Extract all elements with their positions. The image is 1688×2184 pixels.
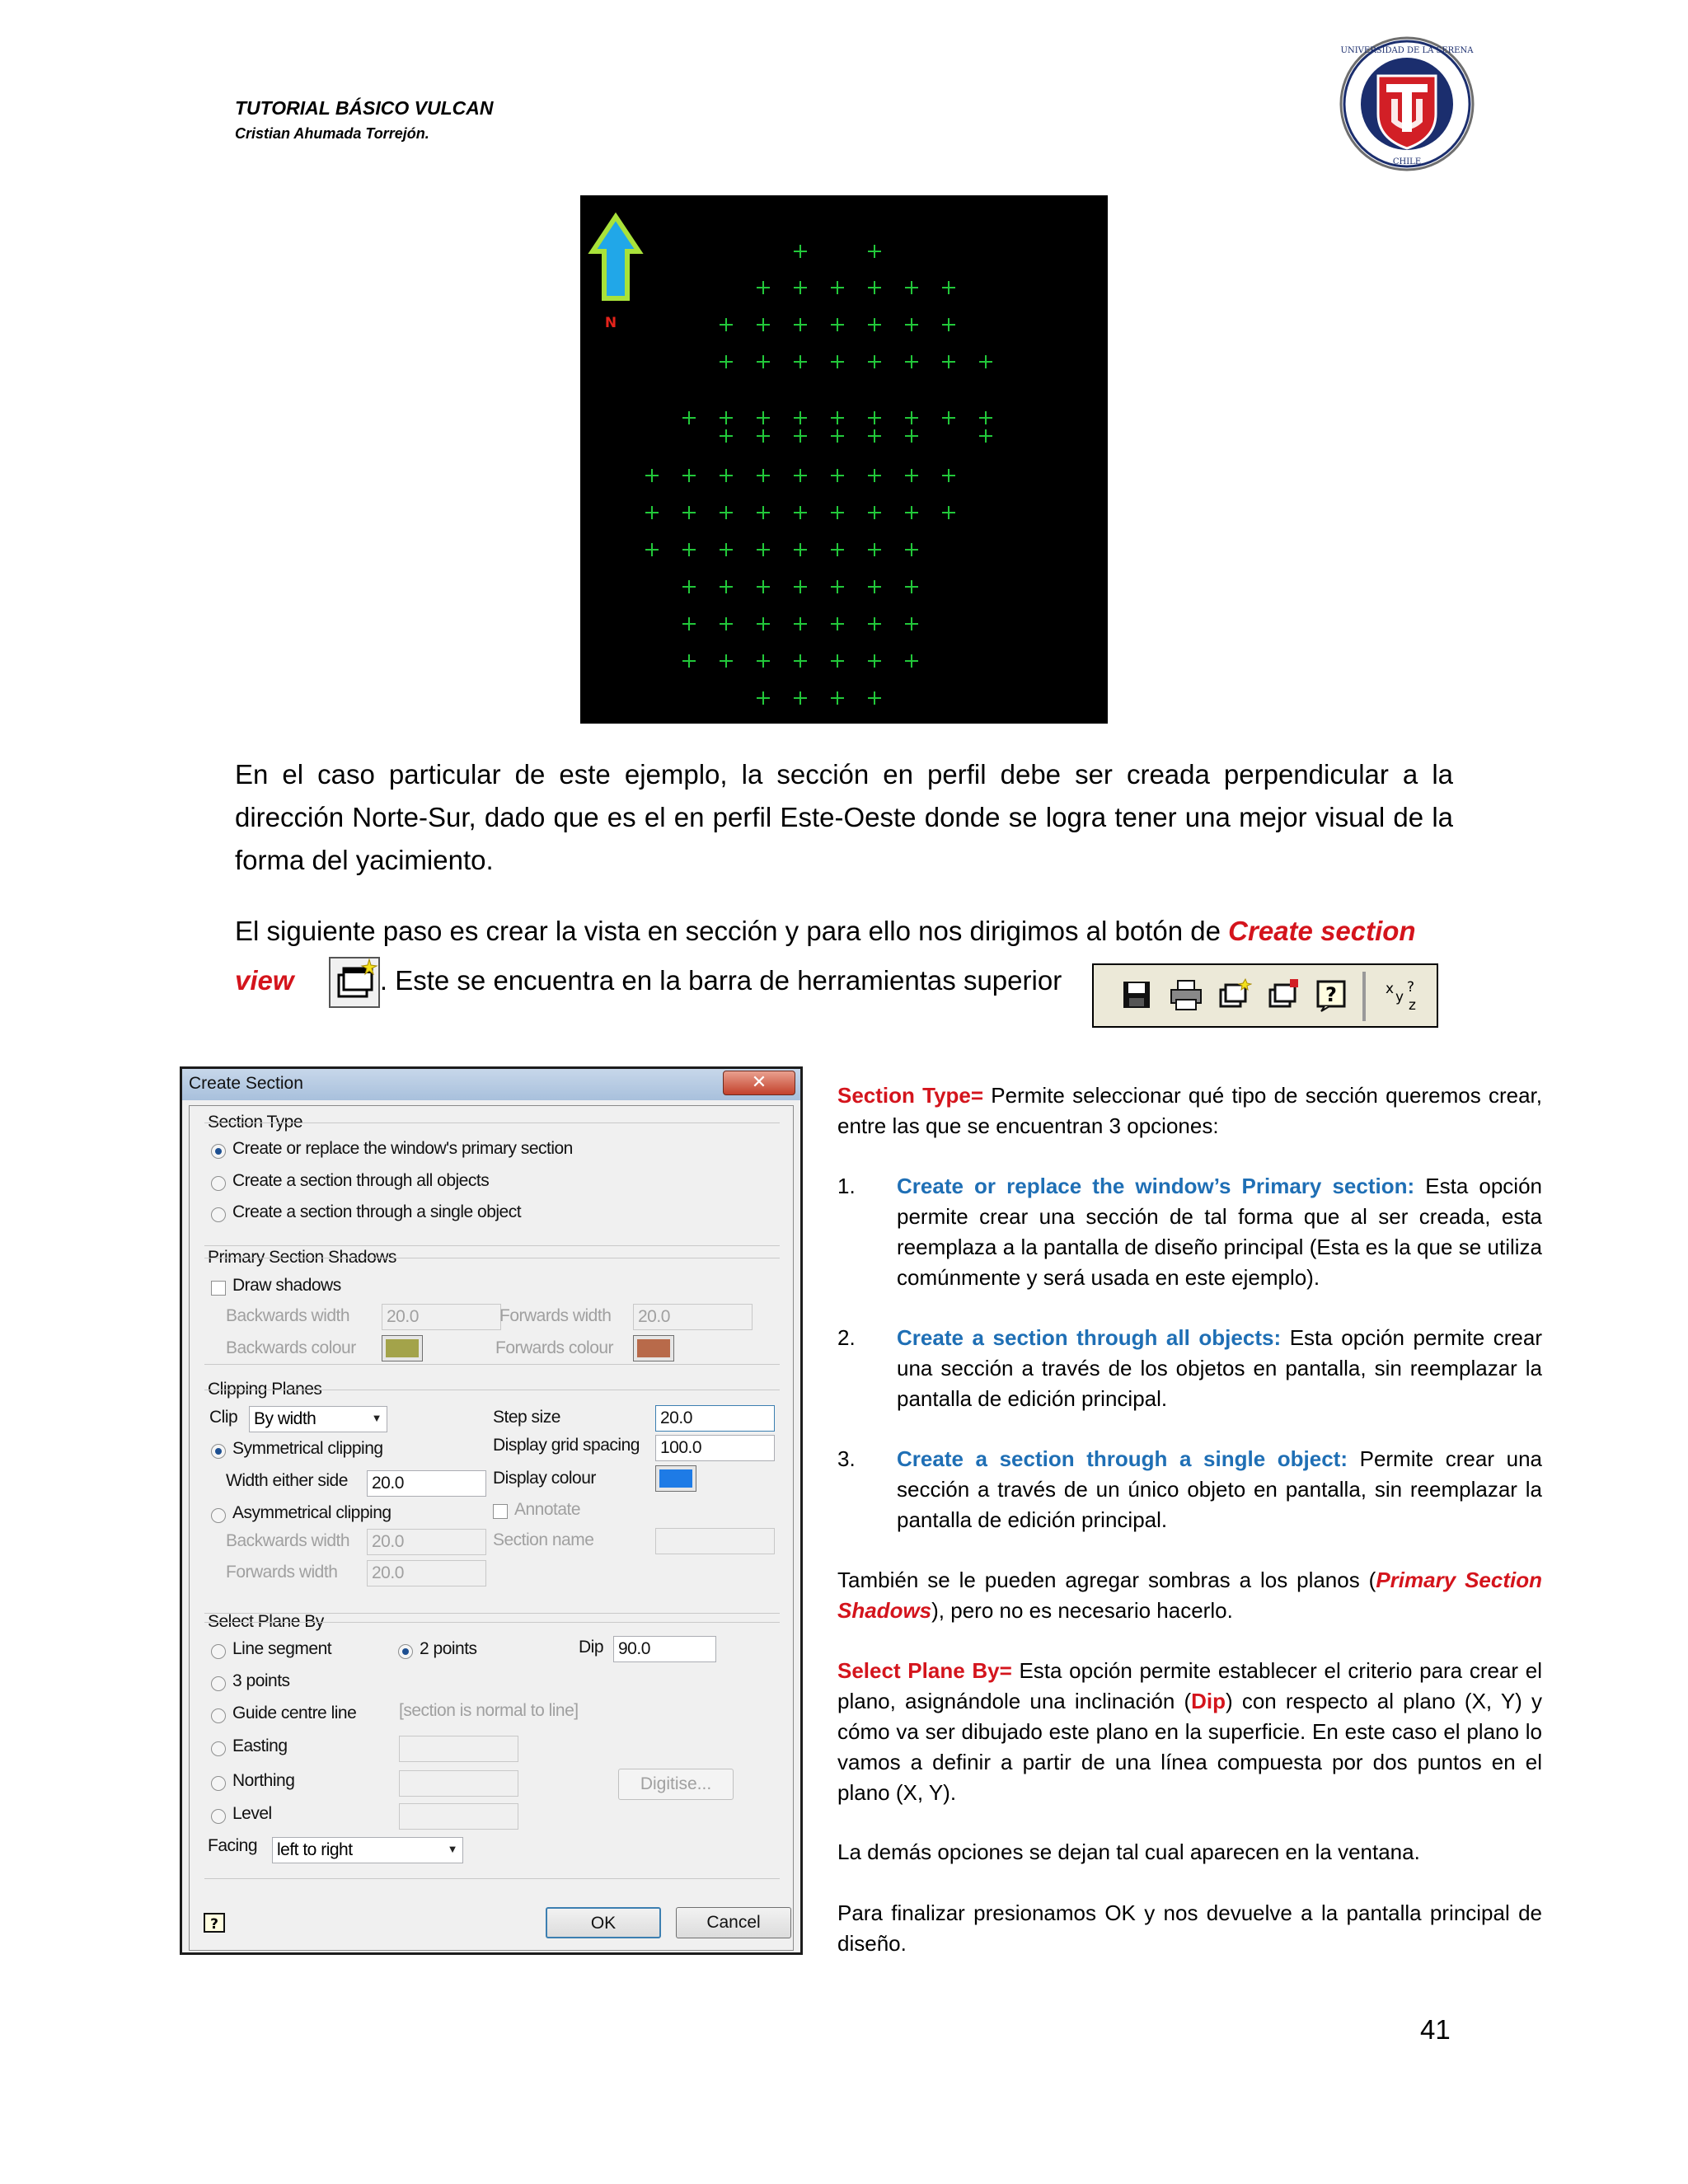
three-points-label: 3 points (232, 1671, 290, 1690)
drillhole-marker (757, 469, 770, 482)
dip-label: Dip (579, 1638, 604, 1657)
select-plane-group-label: Select Plane By (208, 1612, 324, 1631)
drillhole-marker (720, 411, 733, 424)
facing-label: Facing (208, 1836, 258, 1855)
shadow-backwards-width-field[interactable]: 20.0 (382, 1304, 501, 1330)
p2-text-end: . Este se encuentra en la barra de herramientas superior (379, 965, 1062, 996)
close-icon[interactable]: ✕ (723, 1071, 795, 1095)
shadow-backwards-colour-swatch[interactable] (382, 1335, 423, 1361)
dialog-help-icon[interactable] (203, 1912, 226, 1937)
drillhole-marker (682, 506, 696, 519)
drillhole-marker (868, 691, 881, 705)
level-label: Level (232, 1804, 272, 1823)
paragraph-2-line-2 (235, 956, 1084, 1008)
list-item-number: 2. (837, 1325, 856, 1350)
radio-level[interactable] (211, 1809, 226, 1824)
drillhole-marker (868, 411, 881, 424)
drillhole-marker (868, 543, 881, 556)
section-type-text: Permite seleccionar qué tipo de sección queremos crear, entre las que se encuentran 3 opciones: (837, 1083, 1542, 1138)
shadow-forwards-width-field[interactable]: 20.0 (633, 1304, 753, 1330)
two-points-label: 2 points (420, 1639, 477, 1658)
easting-label: Easting (232, 1736, 288, 1755)
radio-line-segment[interactable] (211, 1644, 226, 1659)
shadow-backwards-colour-label: Backwards colour (226, 1338, 356, 1357)
section-type-heading: Section Type= (837, 1083, 984, 1108)
drillhole-marker (682, 543, 696, 556)
drillhole-marker (682, 469, 696, 482)
drillhole-marker (905, 654, 918, 668)
radio-single-object[interactable] (211, 1207, 226, 1222)
dialog-title-bar (182, 1069, 800, 1100)
drillhole-marker (757, 506, 770, 519)
toolbar-image (1092, 963, 1438, 1028)
display-colour-swatch[interactable] (655, 1465, 696, 1492)
paragraph-1: En el caso particular de este ejemplo, la sección en perfil debe ser creada perpendicular a la dirección Norte-Sur, dado que es el en perfil Este-Oeste donde se logra tener una mejor visual de la forma del yacimiento. (235, 759, 1453, 875)
drillhole-marker (831, 580, 844, 593)
seal-country: CHILE (1392, 157, 1422, 166)
drillhole-marker (720, 469, 733, 482)
seal-text: UNIVERSIDAD DE LA SERENA (1340, 46, 1474, 55)
facing-select[interactable]: left to right ▼ (272, 1837, 463, 1863)
drillhole-marker (682, 617, 696, 630)
drillhole-marker (720, 654, 733, 668)
svg-text:y: y (1395, 989, 1404, 1005)
line-segment-label: Line segment (232, 1639, 332, 1658)
drillhole-marker (831, 411, 844, 424)
drillhole-marker (831, 429, 844, 443)
drillhole-marker (831, 691, 844, 705)
drillhole-marker (831, 506, 844, 519)
annotate-label: Annotate (514, 1500, 581, 1519)
dip-term: Dip (1191, 1689, 1226, 1713)
toolbar-separator (1362, 972, 1366, 1021)
drillhole-marker (720, 355, 733, 368)
clip-label: Clip (209, 1408, 238, 1427)
drillhole-marker (794, 543, 807, 556)
shadows-description (837, 1565, 1542, 1626)
drillhole-marker (794, 318, 807, 331)
svg-text:x: x (1386, 981, 1395, 997)
drillhole-marker (757, 617, 770, 630)
drillhole-marker (905, 506, 918, 519)
drillhole-marker (645, 543, 659, 556)
drillhole-marker (720, 543, 733, 556)
paragraph-2 (235, 910, 1453, 953)
list-item-heading: Create a section through a single object: (897, 1446, 1348, 1471)
create-section-view-toolbar-icon (1265, 977, 1301, 1013)
drillhole-marker (831, 469, 844, 482)
drillhole-marker (794, 245, 807, 258)
radio-symmetrical-clipping[interactable] (211, 1444, 226, 1459)
drillhole-marker (979, 429, 992, 443)
drillhole-marker (831, 318, 844, 331)
shadows-text-post: ), pero no es necesario hacerlo. (931, 1598, 1233, 1623)
drillhole-marker (794, 580, 807, 593)
shadow-forwards-colour-swatch[interactable] (633, 1335, 674, 1361)
drillhole-marker (831, 543, 844, 556)
cancel-button[interactable]: Cancel (676, 1907, 791, 1938)
drillhole-marker (720, 506, 733, 519)
new-window-icon (1216, 977, 1252, 1013)
drillhole-marker (905, 469, 918, 482)
drillhole-marker (942, 506, 955, 519)
drillhole-marker (720, 617, 733, 630)
drillhole-marker (757, 355, 770, 368)
draw-shadows-checkbox[interactable] (211, 1281, 226, 1296)
drillhole-marker (794, 506, 807, 519)
easting-field[interactable] (399, 1736, 518, 1762)
create-section-view-icon (329, 957, 380, 1008)
drillhole-marker (868, 506, 881, 519)
label-single-object: Create a section through a single object (232, 1202, 522, 1221)
drillhole-marker (757, 654, 770, 668)
section-name-label: Section name (493, 1530, 594, 1549)
radio-easting[interactable] (211, 1741, 226, 1756)
drillhole-marker (942, 355, 955, 368)
list-item (897, 1171, 1542, 1293)
drillhole-marker (905, 543, 918, 556)
help-icon (1313, 977, 1349, 1013)
drillhole-marker (720, 580, 733, 593)
digitise-button[interactable]: Digitise... (618, 1769, 734, 1800)
p2-create-section-link: Create section (1228, 916, 1416, 946)
select-plane-description (837, 1656, 1542, 1808)
drillhole-marker (905, 318, 918, 331)
display-grid-spacing-label: Display grid spacing (493, 1436, 640, 1455)
clip-forwards-width-label: Forwards width (226, 1563, 338, 1582)
clip-backwards-width-label: Backwards width (226, 1531, 350, 1550)
drillhole-marker (905, 617, 918, 630)
drillhole-marker (868, 318, 881, 331)
final-text: Para finalizar presionamos OK y nos devuelve a la pantalla principal de diseño. (837, 1900, 1542, 1956)
drillhole-marker (979, 355, 992, 368)
drillhole-marker (645, 506, 659, 519)
svg-text:z: z (1409, 997, 1416, 1013)
drillhole-marker (942, 318, 955, 331)
shadow-backwards-width-label: Backwards width (226, 1306, 350, 1325)
svg-text:?: ? (210, 1916, 218, 1933)
drillhole-marker (868, 469, 881, 482)
clipping-group-label: Clipping Planes (208, 1380, 322, 1399)
create-section-dialog (180, 1066, 803, 1955)
drillhole-marker (942, 411, 955, 424)
north-arrow-icon (593, 217, 639, 298)
drillhole-marker (868, 245, 881, 258)
clip-select[interactable]: By width ▼ (249, 1406, 387, 1432)
ok-button[interactable]: OK (546, 1907, 661, 1938)
drillhole-marker (794, 429, 807, 443)
clip-forwards-width-field[interactable]: 20.0 (367, 1560, 486, 1586)
drillhole-marker (868, 654, 881, 668)
symmetrical-clipping-label: Symmetrical clipping (232, 1439, 383, 1458)
section-name-field[interactable] (655, 1528, 775, 1554)
list-item-text: Permite crear una sección a través de un único objeto en pantalla, sin reemplazar la pantalla de edición principal. (897, 1446, 1542, 1532)
select-plane-text-2: ) con respecto al plano (X, Y) y cómo va ser dibujado este plano en la superficie. En este caso el plano lo vamos a definir a partir de una línea compuesta por dos puntos en el plano (X, Y). (837, 1689, 1542, 1805)
drillhole-marker (757, 411, 770, 424)
drillhole-marker (682, 654, 696, 668)
radio-guide-centre-line[interactable] (211, 1708, 226, 1723)
guide-centre-line-label: Guide centre line (232, 1704, 357, 1722)
radio-2-points[interactable] (398, 1644, 413, 1659)
radio-3-points[interactable] (211, 1676, 226, 1691)
drillhole-marker (905, 429, 918, 443)
header-title: TUTORIAL BÁSICO VULCAN (235, 97, 494, 119)
drillhole-marker (831, 617, 844, 630)
drillhole-marker (757, 580, 770, 593)
drillhole-marker (905, 281, 918, 294)
label-primary-section: Create or replace the window's primary section (232, 1139, 573, 1158)
radio-all-objects[interactable] (211, 1176, 226, 1191)
print-icon (1168, 977, 1204, 1013)
drillhole-marker (831, 281, 844, 294)
select-plane-text-1: Esta opción permite establecer el criterio para crear el plano, asignándole una inclinación ( (837, 1658, 1542, 1713)
radio-northing[interactable] (211, 1776, 226, 1791)
display-grid-spacing-field[interactable]: 100.0 (655, 1435, 775, 1461)
shadows-red-term: Primary Section Shadows (837, 1568, 1542, 1623)
drillhole-marker (720, 318, 733, 331)
radio-primary-section[interactable] (211, 1144, 226, 1159)
drillhole-marker (720, 429, 733, 443)
dip-field[interactable]: 90.0 (613, 1636, 716, 1662)
page-number: 41 (1420, 2014, 1451, 2045)
drillhole-marker (757, 691, 770, 705)
drillhole-marker (794, 617, 807, 630)
drillhole-marker (831, 654, 844, 668)
drillhole-marker (682, 411, 696, 424)
shadow-forwards-width-label: Forwards width (499, 1306, 612, 1325)
display-colour-label: Display colour (493, 1469, 596, 1488)
drillhole-marker (794, 355, 807, 368)
header-author: Cristian Ahumada Torrejón. (235, 125, 429, 142)
drillhole-marker (757, 281, 770, 294)
drillhole-marker (794, 691, 807, 705)
p2-text-start: El siguiente paso es crear la vista en sección y para ello nos dirigimos al botón de (235, 916, 1221, 946)
normal-to-line-note: [section is normal to line] (399, 1701, 579, 1720)
drillhole-marker (794, 654, 807, 668)
drillhole-marker (868, 580, 881, 593)
coordinate-icon (1382, 977, 1428, 1013)
p2-view-word: view (235, 965, 294, 996)
drillhole-marker (757, 429, 770, 443)
list-item-number: 3. (837, 1446, 856, 1471)
shadow-forwards-colour-label: Forwards colour (495, 1338, 614, 1357)
list-item-number: 1. (837, 1174, 856, 1198)
drillhole-marker (868, 281, 881, 294)
shadows-text-pre: También se le pueden agregar sombras a los planos ( (837, 1568, 1376, 1592)
drillhole-marker (905, 411, 918, 424)
list-item-heading: Create a section through all objects: (897, 1325, 1282, 1350)
level-field[interactable] (399, 1803, 518, 1830)
northing-field[interactable] (399, 1770, 518, 1797)
drillhole-marker (942, 469, 955, 482)
drillhole-marker (979, 411, 992, 424)
drillhole-marker (794, 469, 807, 482)
drillhole-marker (645, 469, 659, 482)
annotate-checkbox[interactable] (493, 1504, 508, 1519)
university-seal-logo (1335, 35, 1479, 173)
plan-view-image (580, 195, 1108, 724)
drillhole-marker (868, 429, 881, 443)
list-item-text: Esta opción permite crear una sección de tal forma que al ser creada, esta reemplaza a la pantalla de diseño principal (Esta es la que se utiliza comúnmente y será usada en este ejemplo). (897, 1174, 1542, 1290)
label-all-objects: Create a section through all objects (232, 1171, 490, 1190)
step-size-label: Step size (493, 1408, 560, 1427)
drillhole-marker (794, 281, 807, 294)
list-item-heading: Create or replace the window’s Primary section: (897, 1174, 1415, 1198)
drillhole-marker (868, 617, 881, 630)
drillhole-marker (757, 318, 770, 331)
step-size-field[interactable]: 20.0 (655, 1405, 775, 1432)
select-plane-heading: Select Plane By= (837, 1658, 1012, 1683)
north-label: N (604, 315, 617, 331)
rest-options-text: La demás opciones se dejan tal cual aparecen en la ventana. (837, 1840, 1420, 1864)
drillhole-marker (905, 355, 918, 368)
drillhole-marker (831, 355, 844, 368)
dialog-body (189, 1105, 794, 1951)
radio-asymmetrical-clipping[interactable] (211, 1508, 226, 1523)
list-item-text: Esta opción permite crear una sección a través de los objetos en pantalla, sin reemplazar la pantalla de edición principal. (897, 1325, 1543, 1411)
svg-text:?: ? (1407, 979, 1415, 996)
drillhole-marker (757, 543, 770, 556)
drillhole-marker (942, 281, 955, 294)
drillhole-marker (794, 411, 807, 424)
svg-text:?: ? (1325, 983, 1337, 1006)
list-item (897, 1444, 1542, 1535)
draw-shadows-label: Draw shadows (232, 1276, 341, 1295)
section-type-group-label: Section Type (208, 1113, 303, 1132)
shadows-group-label: Primary Section Shadows (208, 1248, 396, 1267)
northing-label: Northing (232, 1771, 295, 1790)
save-icon (1118, 977, 1155, 1013)
width-either-side-label: Width either side (226, 1471, 348, 1490)
clip-backwards-width-field[interactable]: 20.0 (367, 1529, 486, 1555)
drillhole-marker (682, 580, 696, 593)
width-either-side-field[interactable]: 20.0 (367, 1470, 486, 1497)
dialog-title: Create Section (189, 1074, 303, 1093)
asymmetrical-clipping-label: Asymmetrical clipping (232, 1503, 392, 1522)
drillhole-marker (905, 580, 918, 593)
list-item (897, 1323, 1542, 1414)
section-type-description (837, 1080, 1542, 1141)
drillhole-marker (868, 355, 881, 368)
